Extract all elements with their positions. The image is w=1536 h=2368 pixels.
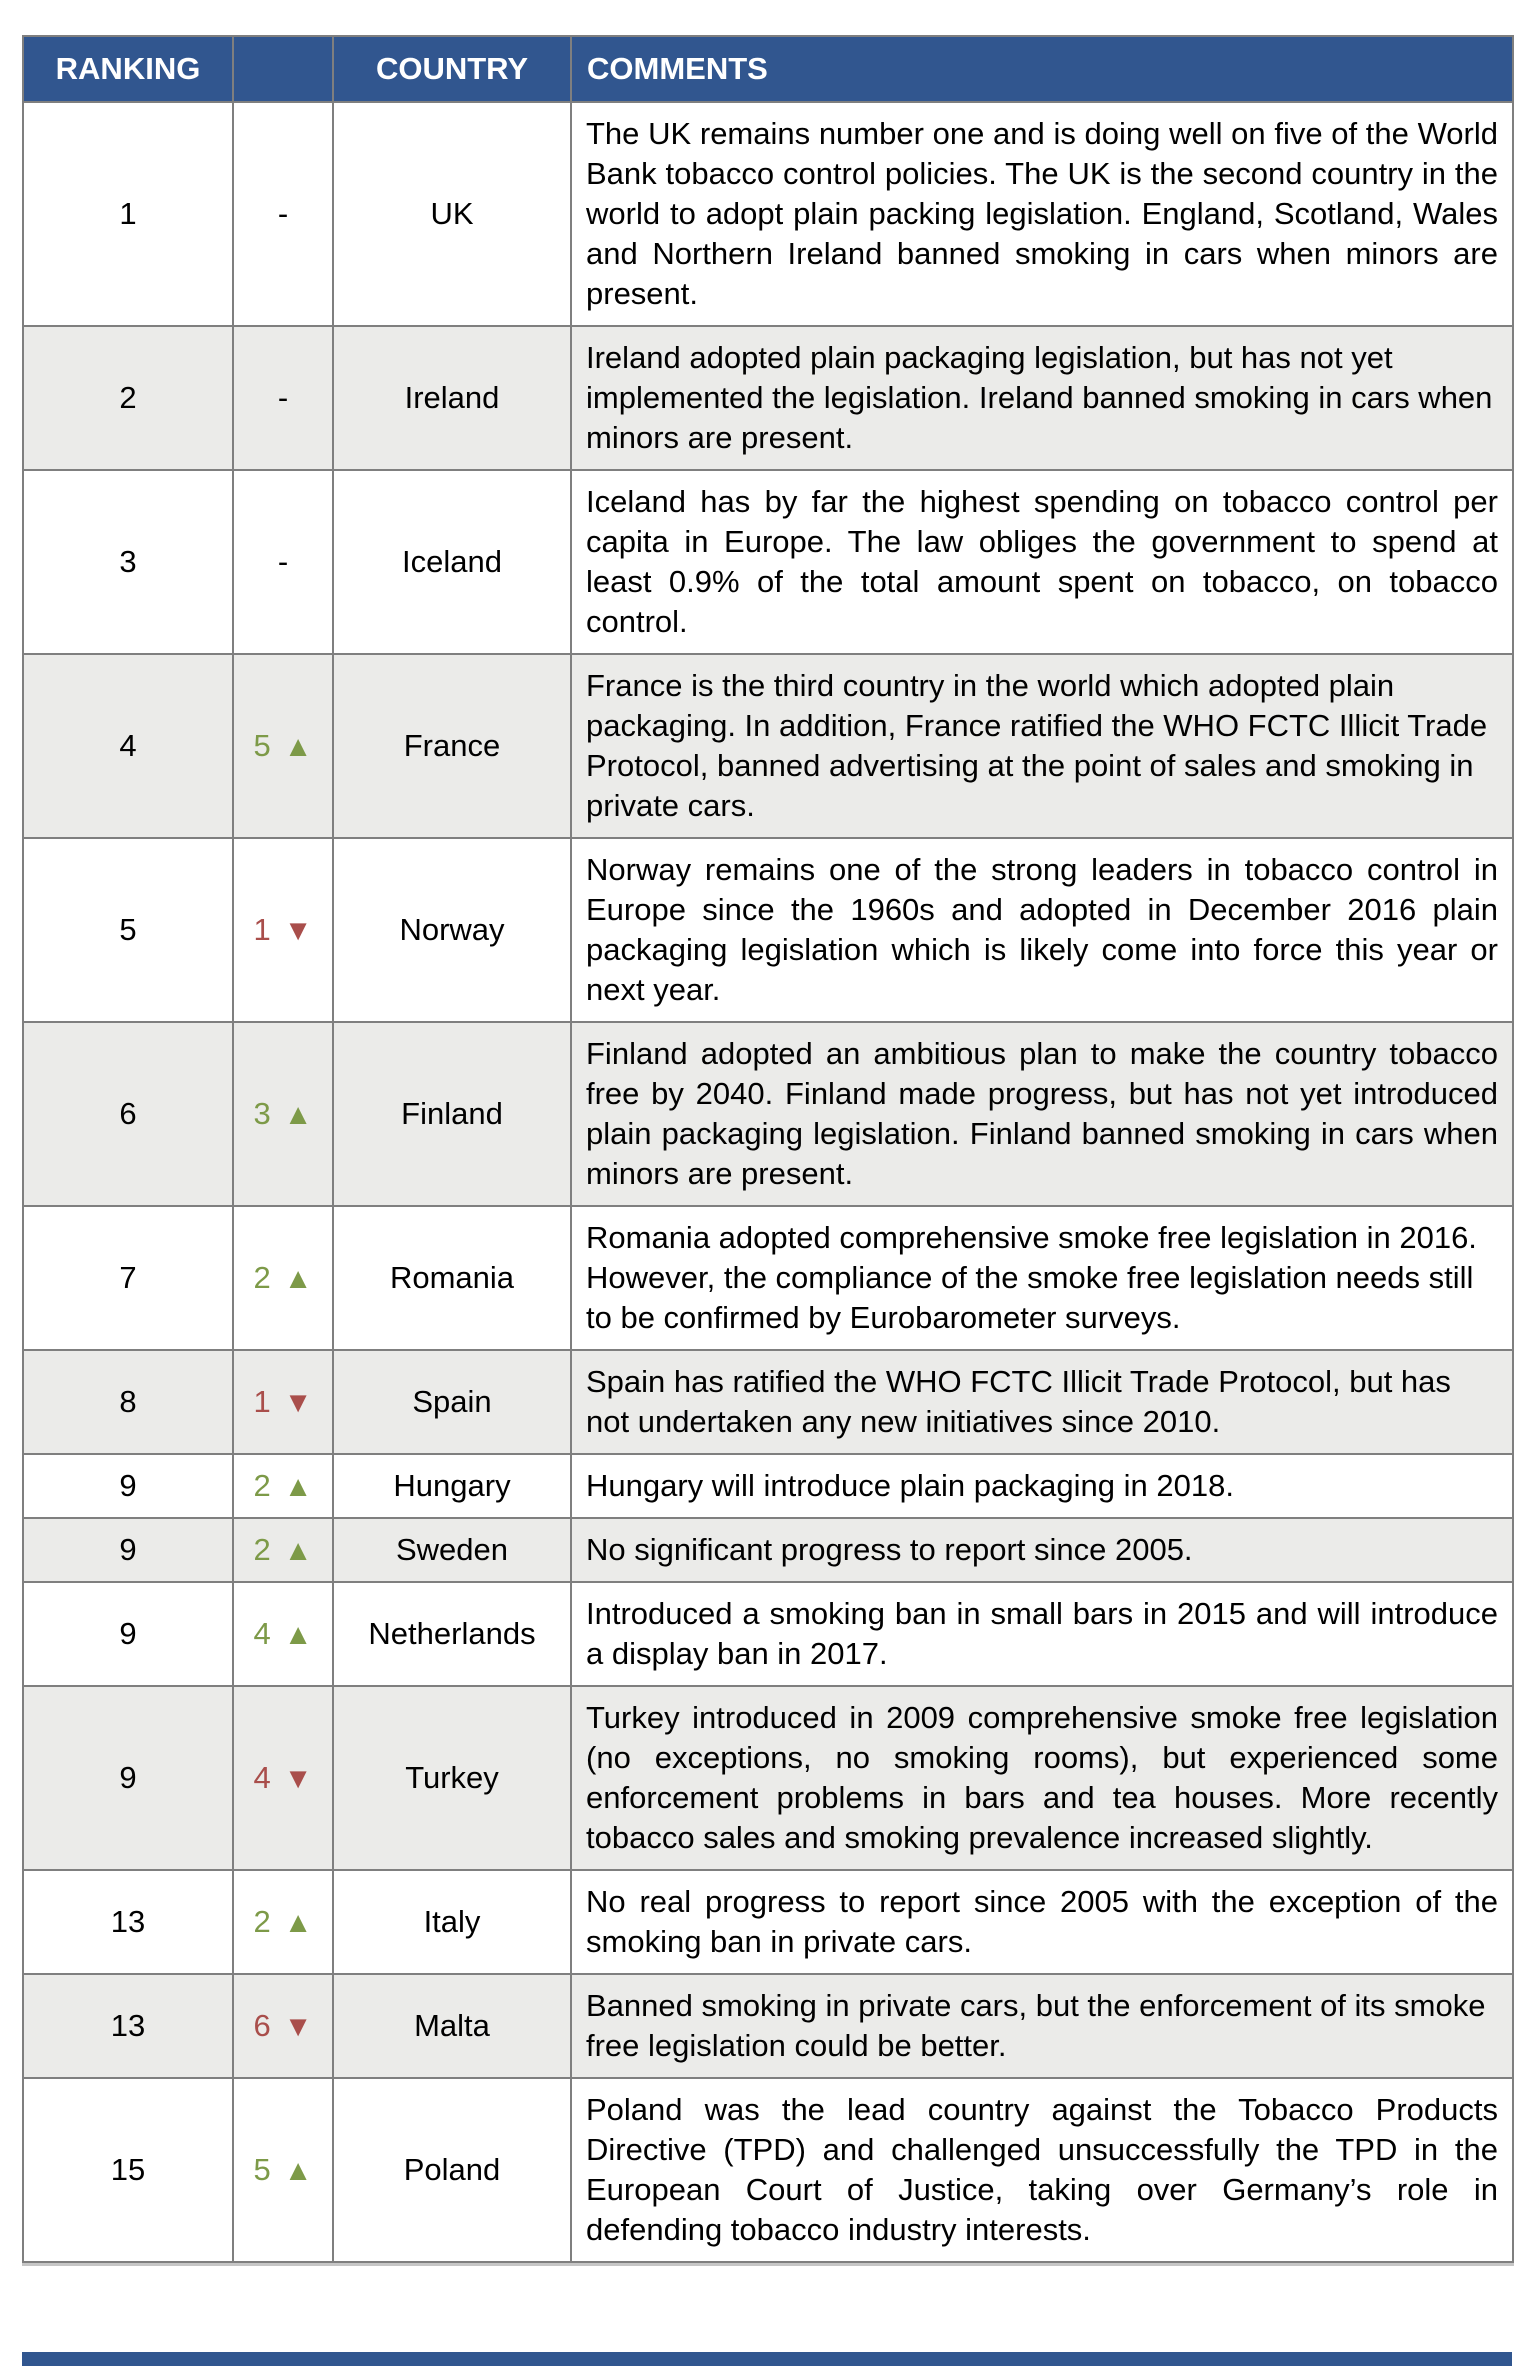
comments-cell: Turkey introduced in 2009 comprehensive smoke free legislation (no exceptions, no smoking rooms), but experienced some enforcement problems in bars and tea houses. More recently tobacco sales and smoking prevalence increased slightly. bbox=[571, 1686, 1513, 1870]
table-row bbox=[23, 1022, 1513, 1206]
change-cell bbox=[233, 102, 333, 326]
ranking-cell: 7 bbox=[23, 1206, 233, 1350]
table-row bbox=[23, 102, 1513, 326]
change-value: 5 bbox=[253, 2152, 271, 2187]
up-arrow-icon: ▲ bbox=[283, 1535, 313, 1567]
comments-cell: The UK remains number one and is doing well on five of the World Bank tobacco control policies. The UK is the second country in the world to adopt plain packing legislation. England, Scotland, Wales and Northern Ireland banned smoking in cars when minors are present. bbox=[571, 102, 1513, 326]
comments-cell: Romania adopted comprehensive smoke free legislation in 2016. However, the compliance of the smoke free legislation needs still to be confirmed by Eurobarometer surveys. bbox=[571, 1206, 1513, 1350]
ranking-cell: 8 bbox=[23, 1350, 233, 1454]
change-cell bbox=[233, 1686, 333, 1870]
change-cell bbox=[233, 1022, 333, 1206]
table-row bbox=[23, 1350, 1513, 1454]
next-section-header-bar bbox=[22, 2352, 1512, 2366]
ranking-cell: 9 bbox=[23, 1582, 233, 1686]
table-row bbox=[23, 1974, 1513, 2078]
ranking-cell: 3 bbox=[23, 470, 233, 654]
country-cell: France bbox=[333, 654, 571, 838]
change-value: 3 bbox=[253, 1096, 271, 1131]
comments-cell: Hungary will introduce plain packaging in 2018. bbox=[571, 1454, 1513, 1518]
up-arrow-icon: ▲ bbox=[283, 1471, 313, 1503]
comments-cell: Introduced a smoking ban in small bars in 2015 and will introduce a display ban in 2017. bbox=[571, 1582, 1513, 1686]
change-cell bbox=[233, 326, 333, 470]
change-value: 1 bbox=[253, 1384, 271, 1419]
ranking-cell: 9 bbox=[23, 1454, 233, 1518]
ranking-cell: 15 bbox=[23, 2078, 233, 2262]
change-value: 2 bbox=[253, 1260, 271, 1295]
down-arrow-icon: ▼ bbox=[283, 1763, 313, 1795]
table-header-row bbox=[23, 36, 1513, 102]
change-cell bbox=[233, 2078, 333, 2262]
ranking-cell: 13 bbox=[23, 1870, 233, 1974]
country-cell: Iceland bbox=[333, 470, 571, 654]
change-cell bbox=[233, 470, 333, 654]
comments-cell: Banned smoking in private cars, but the enforcement of its smoke free legislation could be better. bbox=[571, 1974, 1513, 2078]
ranking-cell: 5 bbox=[23, 838, 233, 1022]
header-cell-country: COUNTRY bbox=[333, 36, 571, 102]
change-cell bbox=[233, 1582, 333, 1686]
country-cell: UK bbox=[333, 102, 571, 326]
table-body bbox=[23, 102, 1513, 2262]
comments-cell: Finland adopted an ambitious plan to make the country tobacco free by 2040. Finland made progress, but has not yet introduced plain packaging legislation. Finland banned smoking in cars when minors are present. bbox=[571, 1022, 1513, 1206]
header-cell-ranking: RANKING bbox=[23, 36, 233, 102]
comments-cell: No significant progress to report since 2005. bbox=[571, 1518, 1513, 1582]
down-arrow-icon: ▼ bbox=[283, 2011, 313, 2043]
change-cell bbox=[233, 654, 333, 838]
change-cell bbox=[233, 1350, 333, 1454]
country-cell: Netherlands bbox=[333, 1582, 571, 1686]
change-cell bbox=[233, 838, 333, 1022]
change-value: - bbox=[277, 544, 289, 579]
table-row bbox=[23, 326, 1513, 470]
ranking-cell: 9 bbox=[23, 1518, 233, 1582]
table-row bbox=[23, 1870, 1513, 1974]
down-arrow-icon: ▼ bbox=[283, 1387, 313, 1419]
country-cell: Romania bbox=[333, 1206, 571, 1350]
change-value: - bbox=[277, 196, 289, 231]
ranking-cell: 4 bbox=[23, 654, 233, 838]
change-value: 2 bbox=[253, 1468, 271, 1503]
up-arrow-icon: ▲ bbox=[283, 1099, 313, 1131]
ranking-cell: 1 bbox=[23, 102, 233, 326]
change-cell bbox=[233, 1206, 333, 1350]
country-cell: Turkey bbox=[333, 1686, 571, 1870]
change-value: 6 bbox=[253, 2008, 271, 2043]
table-row bbox=[23, 1454, 1513, 1518]
country-cell: Spain bbox=[333, 1350, 571, 1454]
ranking-cell: 13 bbox=[23, 1974, 233, 2078]
country-cell: Malta bbox=[333, 1974, 571, 2078]
country-cell: Italy bbox=[333, 1870, 571, 1974]
ranking-cell: 9 bbox=[23, 1686, 233, 1870]
change-cell bbox=[233, 1518, 333, 1582]
comments-cell: No real progress to report since 2005 with the exception of the smoking ban in private cars. bbox=[571, 1870, 1513, 1974]
comments-cell: Spain has ratified the WHO FCTC Illicit Trade Protocol, but has not undertaken any new initiatives since 2010. bbox=[571, 1350, 1513, 1454]
change-value: 5 bbox=[253, 728, 271, 763]
country-cell: Hungary bbox=[333, 1454, 571, 1518]
table-row bbox=[23, 1518, 1513, 1582]
comments-cell: Poland was the lead country against the Tobacco Products Directive (TPD) and challenged unsuccessfully the TPD in the European Court of Justice, taking over Germany’s role in defending tobacco industry interests. bbox=[571, 2078, 1513, 2262]
change-cell bbox=[233, 1870, 333, 1974]
table-row bbox=[23, 1582, 1513, 1686]
change-value: - bbox=[277, 380, 289, 415]
header-cell-change bbox=[233, 36, 333, 102]
change-cell bbox=[233, 1454, 333, 1518]
comments-cell: Ireland adopted plain packaging legislation, but has not yet implemented the legislation. Ireland banned smoking in cars when minors are present. bbox=[571, 326, 1513, 470]
comments-cell: Iceland has by far the highest spending on tobacco control per capita in Europe. The law obliges the government to spend at least 0.9% of the total amount spent on tobacco, on tobacco control. bbox=[571, 470, 1513, 654]
change-value: 4 bbox=[253, 1760, 271, 1795]
country-cell: Poland bbox=[333, 2078, 571, 2262]
comments-cell: France is the third country in the world which adopted plain packaging. In addition, France ratified the WHO FCTC Illicit Trade Protocol, banned advertising at the point of sales and smoking in private cars. bbox=[571, 654, 1513, 838]
country-cell: Norway bbox=[333, 838, 571, 1022]
down-arrow-icon: ▼ bbox=[283, 915, 313, 947]
country-cell: Sweden bbox=[333, 1518, 571, 1582]
country-cell: Ireland bbox=[333, 326, 571, 470]
table-row bbox=[23, 1206, 1513, 1350]
up-arrow-icon: ▲ bbox=[283, 1619, 313, 1651]
header-cell-comments: COMMENTS bbox=[571, 36, 1513, 102]
table-row bbox=[23, 838, 1513, 1022]
comments-cell: Norway remains one of the strong leaders in tobacco control in Europe since the 1960s and adopted in December 2016 plain packaging legislation which is likely come into force this year or next year. bbox=[571, 838, 1513, 1022]
table-row bbox=[23, 654, 1513, 838]
change-cell bbox=[233, 1974, 333, 2078]
table-row bbox=[23, 2078, 1513, 2262]
change-value: 2 bbox=[253, 1904, 271, 1939]
change-value: 2 bbox=[253, 1532, 271, 1567]
change-value: 4 bbox=[253, 1616, 271, 1651]
ranking-cell: 2 bbox=[23, 326, 233, 470]
country-cell: Finland bbox=[333, 1022, 571, 1206]
table-row bbox=[23, 470, 1513, 654]
table-row bbox=[23, 1686, 1513, 1870]
up-arrow-icon: ▲ bbox=[283, 2155, 313, 2187]
up-arrow-icon: ▲ bbox=[283, 1907, 313, 1939]
ranking-cell: 6 bbox=[23, 1022, 233, 1206]
change-value: 1 bbox=[253, 912, 271, 947]
up-arrow-icon: ▲ bbox=[283, 1263, 313, 1295]
up-arrow-icon: ▲ bbox=[283, 731, 313, 763]
country-ranking-table bbox=[22, 35, 1514, 2263]
